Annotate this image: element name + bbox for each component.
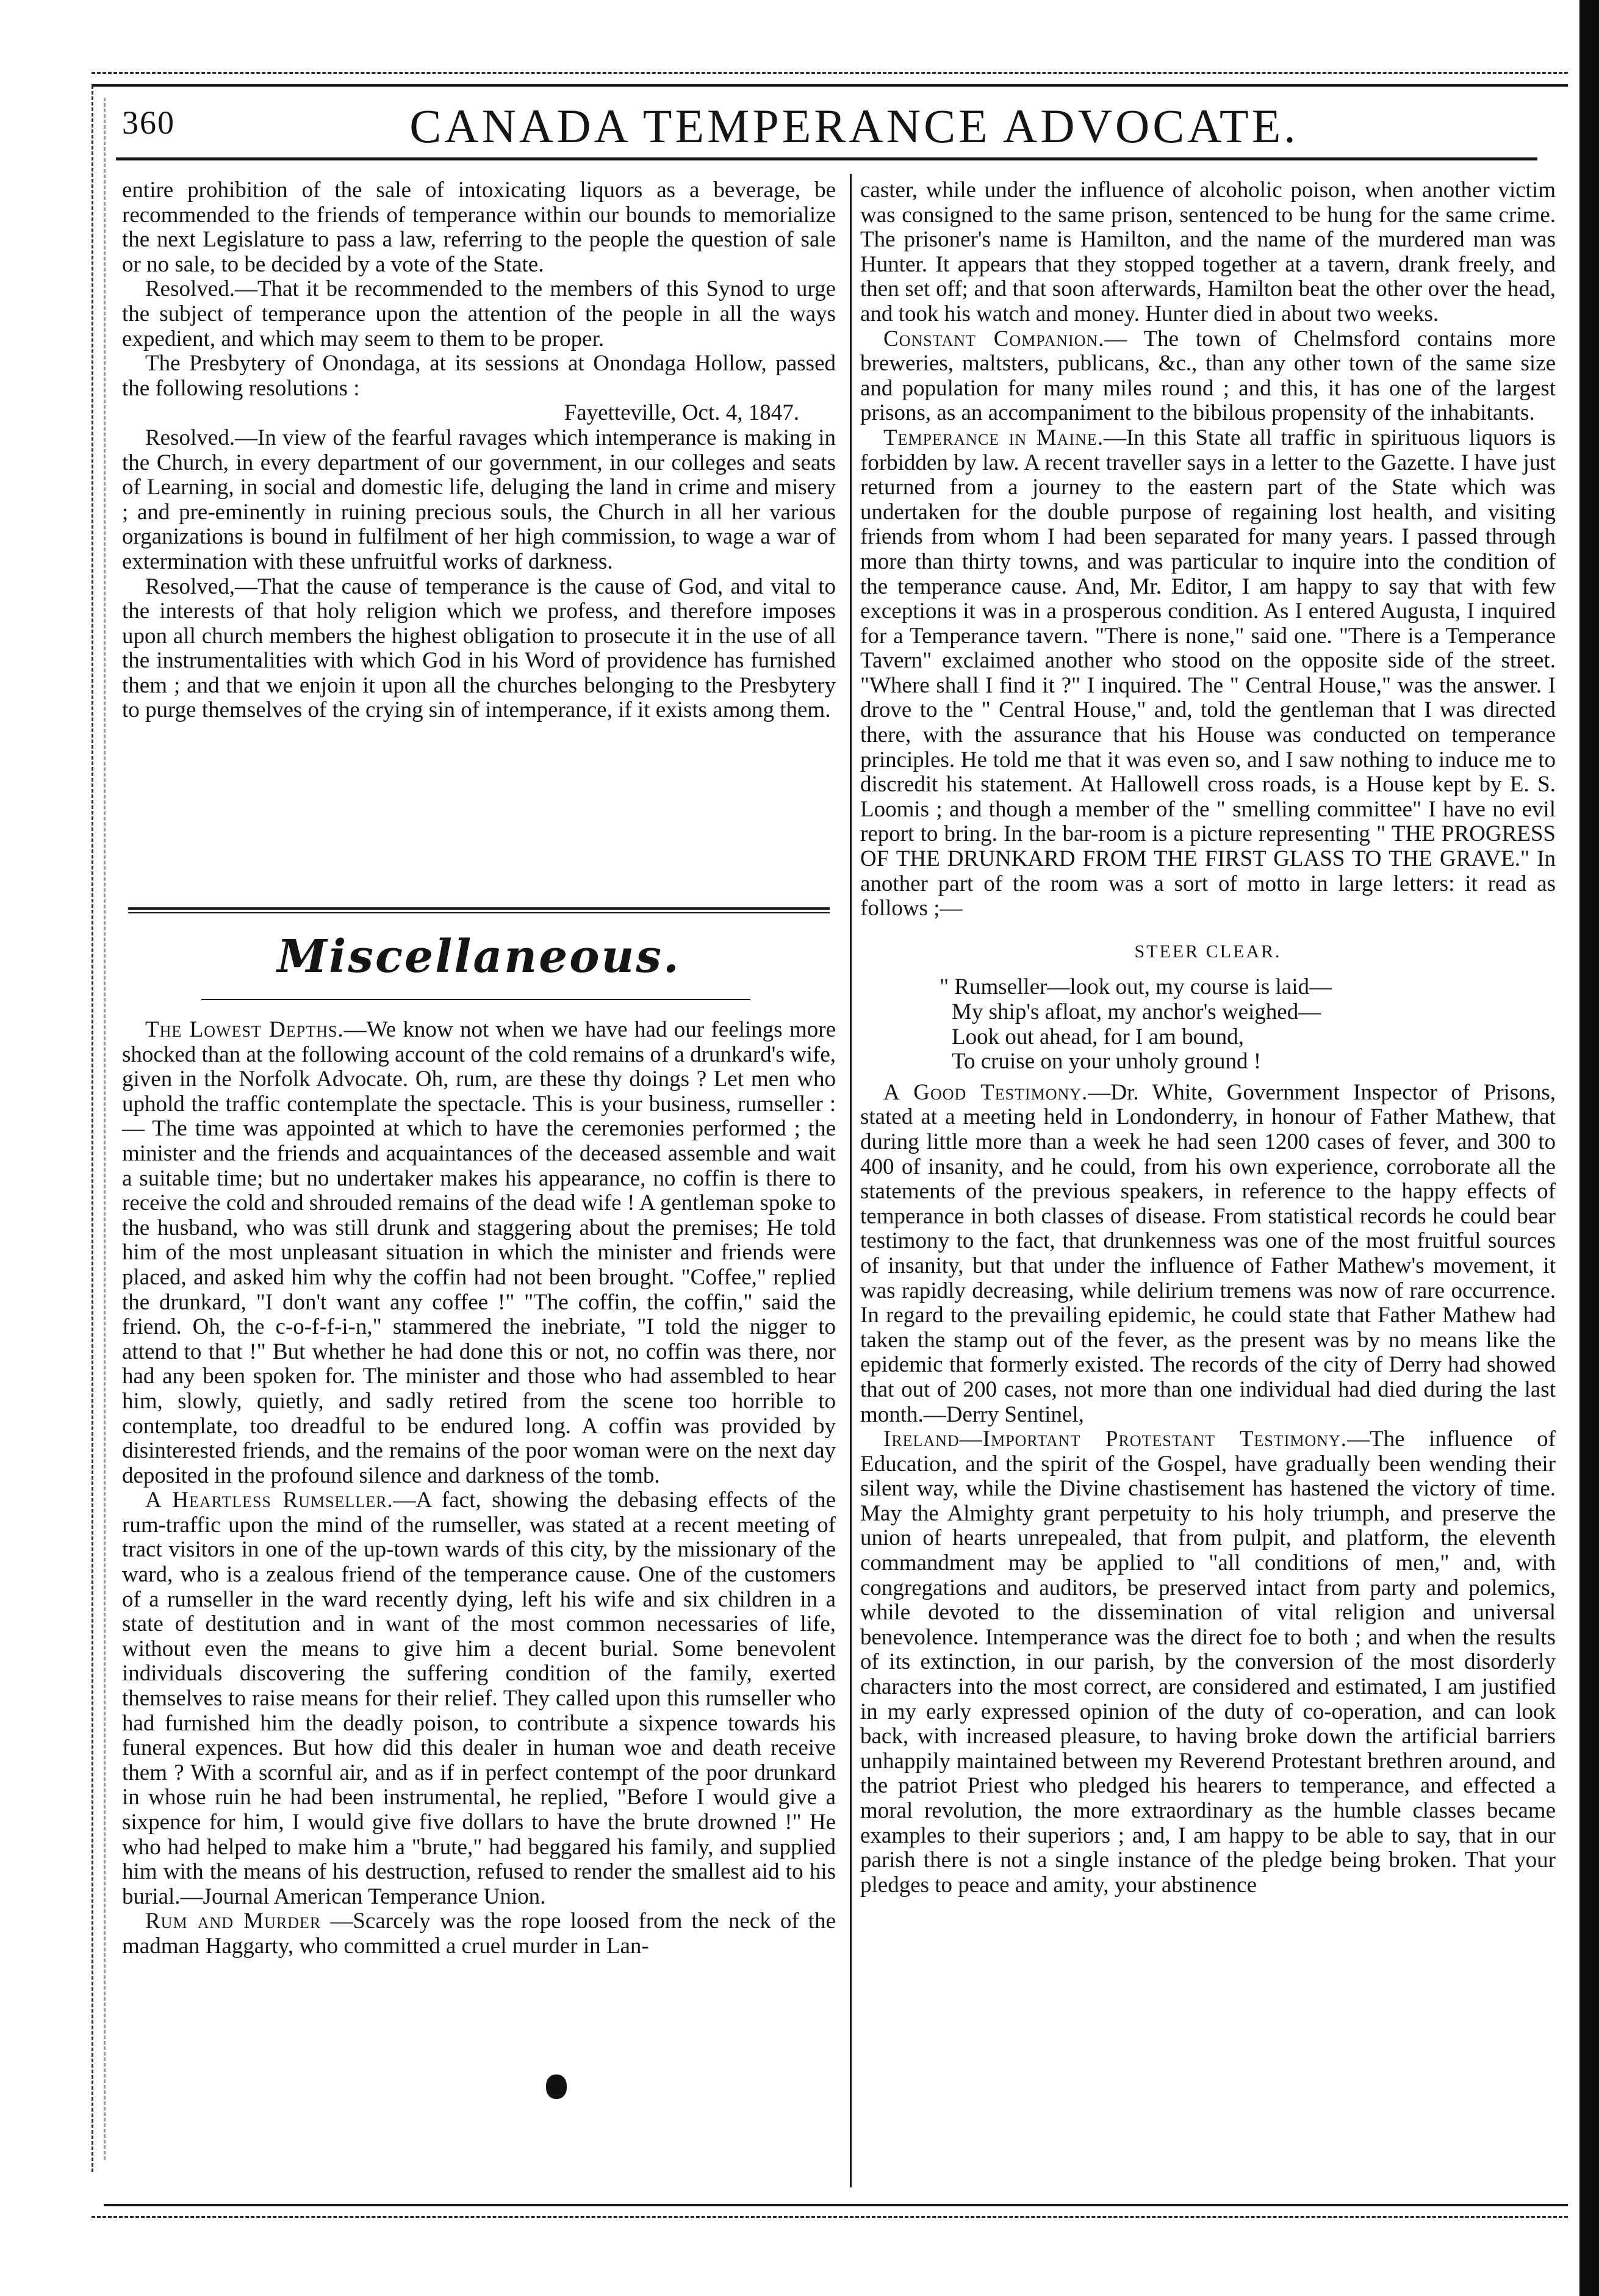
dateline: Fayetteville, Oct. 4, 1847. (564, 400, 799, 426)
page-number: 360 (122, 104, 175, 141)
section-rule-top (128, 907, 830, 910)
paragraph: The Presbytery of Onondaga, at its sessions at Onondaga Hollow, passed the following resolutions : (122, 351, 836, 401)
top-dashed-rule (92, 72, 1568, 74)
scan-edge (1579, 0, 1599, 2296)
paragraph: Resolved.—In view of the fearful ravages which intemperance is making in the Church, in every department of our government, in our colleges and seats of Learning, in social and domestic life, deluging the land in crime and misery ; and pre-eminently in ruining precious souls, the Church in all her various organizations is bound in fulfilment of her high commission, to wage a war of extermination with these unfruitful works of darkness. (122, 425, 836, 574)
left-margin-line-inner (104, 98, 106, 2160)
article-title: A Heartless Rumseller. (145, 1488, 393, 1513)
article-title: Temperance in Maine. (883, 425, 1104, 450)
section-rule-bottom (201, 999, 750, 1000)
left-column-articles (122, 1018, 836, 1959)
article-body: —Dr. White, Government Inspector of Prisons, stated at a meeting held in Londonderry, in honour of Father Mathew, that during little more than a week he had seen 1200 cases of fever, and 300 to 400 of insanity, and he could, from his own experience, corroborate all the statements of the previous speakers, in reference to the happy effects of temperance in both classes of disease. From statistical records he could bear testimony to the fact, that drunkenness was one of the most fruitful sources of insanity, but that under the influence of Father Mathew's movement, it was rapidly decreasing, while delirium tremens was now of rare occurrence. In regard to the prevailing epidemic, he could state that Father Mathew had taken the stamp out of the fever, as the present was by no means like the epidemic that formerly existed. The records of the city of Derry had showed that out of 200 cases, not more than one individual had died during the last month.—Derry Sentinel, (860, 1079, 1556, 1427)
article-body: — The town of Chelmsford contains more breweries, maltsters, publicans, &c., than any other town of the same size and population for many miles round ; and this, it has one of the largest prisons, as an accompaniment to the bibilous propensity of the inhabitants. (860, 326, 1556, 426)
article (860, 1427, 1556, 1898)
article-title: Constant Companion. (883, 326, 1105, 351)
article (860, 327, 1556, 426)
poem-line: " Rumseller—look out, my course is laid— (940, 974, 1332, 1000)
article-body: —A fact, showing the debasing effects of the rum-traffic upon the mind of the rumseller, was stated at a recent meeting of tract visitors in one of the up-town wards of this city, by the missionary of the ward, who is a zealous friend of the temperance cause. One of the customers of a rumseller in the ward recently dying, left his wife and six children in a state of destitution and in want of the most common necessaries of life, without even the means to give him a decent burial. Some benevolent individuals discovering the suffering condition of the family, exerted themselves to raise means for their relief. They called upon this rumseller who had furnished him the deadly poison, to contribute a sixpence towards his funeral expences. But how did this dealer in human woe and death receive them ? With a scornful air, and as if in perfect contempt of the poor drunkard in whose ruin he had been instrumental, he replied, "Before I would give a sixpence for him, I would give five dollars to have the brute drowned !" He who had helped to make him a "brute," had beggared his family, and supplied him with the means of his destruction, refused to render the smallest aid to his burial.—Journal American Temperance Union. (122, 1488, 836, 1909)
article (860, 1081, 1556, 1427)
article-body: —The influence of Education, and the spirit of the Gospel, have gradually been wending their silent way, while the Divine chastisement has hastened the victory of time. May the Almighty grant perpetuity to his holy triumph, and preserve the union of hearts unrepealed, that from pulpit, and platform, the eleventh commandment may be applied to "all conditions of men," and, with congregations and auditors, be preserved intact from party and polemics, while devoted to the dissemination of vital religion and universal benevolence. Intemperance was the direct foe to both ; and when the results of its extinction, in our parish, by the conversion of the most disorderly characters into the most correct, are considered and estimated, I am justified in my early expressed opinion of the duty of co-operation, and can look back, with increased pleasure, to having broke down the artificial barriers unhappily maintained between my Reverend Protestant brethren around, and the patriot Priest who pledged his hearers to temperance, and effected a moral revolution, the more extraordinary as the humble classes became examples to their superiors ; and, I am happy to be able to say, that in our parish there is not a single instance of the pledge being broken. That your pledges to peace and amity, your abstinence (860, 1427, 1556, 1898)
masthead-underline (116, 157, 1537, 160)
article (860, 426, 1556, 921)
article (122, 1488, 836, 1909)
poem-line: My ship's afloat, my anchor's weighed— (952, 999, 1321, 1024)
article-body: —Scarcely was the rope loosed from the neck of the madman Haggarty, who committed a cruel murder in Lan- (122, 1909, 836, 1959)
poem-title: STEER CLEAR. (1134, 941, 1282, 962)
paragraph: Resolved,—That the cause of temperance is the cause of God, and vital to the interests of that holy religion which we profess, and therefore imposes upon all church members the highest obligation to prosecute it in the use of all the instrumentalities with which God in his Word of providence has furnished them ; and that we enjoin it upon all the churches belonging to the Presbytery to purge themselves of the crying sin of intemperance, if it exists among them. (122, 574, 836, 723)
section-heading: Miscellaneous. (277, 930, 681, 983)
article-title: Rum and Murder (145, 1909, 322, 1934)
poem-line: To cruise on your unholy ground ! (952, 1049, 1262, 1074)
paragraph: entire prohibition of the sale of intoxicating liquors as a beverage, be recommended to the friends of temperance within our bounds to memorialize the next Legislature to pass a law, referring to the people the question of sale or no sale, to be decided by a vote of the State. (122, 178, 836, 277)
left-margin-line (92, 85, 93, 2172)
poem-line: Look out ahead, for I am bound, (952, 1024, 1244, 1049)
article-body: —We know not when we have had our feelings more shocked than at the following account of the cold remains of a drunkard's wife, given in the Norfolk Advocate. Oh, rum, are these thy doings ? Let men who uphold the traffic contemplate the spectacle. This is your business, rumseller :— The time was appointed at which to have the ceremonies performed ; the minister and the friends and acquaintances of the deceased assemble and wait a suitable time; but no undertaker makes his appearance, no coffin is there to receive the cold and shrouded remains of the dead wife ! A gentleman spoke to the husband, who was still drunk and staggering about the premises; He told him of the most unpleasant situation in which the minister and friends were placed, and asked him why the coffin had not been brought. "Coffee," replied the drunkard, "I don't want any coffee !" "The coffin, the coffin," said the friend. Oh, the c-o-f-f-i-n," stammered the inebriate, "I told the nigger to attend to that !" But whether he had done this or not, no coffin was there, nor had any been spoken for. The minister and those who had assembled to hear him, slowly, quietly, and sadly retired from the scene too horrible to contemplate, too dreadful to be endured long. A coffin was provided by disinterested friends, and the remains of the poor woman were on the next day deposited in the profound silence and darkness of the tomb. (122, 1017, 836, 1488)
top-rule (92, 84, 1568, 87)
bottom-dashed-rule (92, 2216, 1568, 2218)
masthead-title: CANADA TEMPERANCE ADVOCATE. (409, 99, 1299, 153)
article-body: —In this State all traffic in spirituous liquors is forbidden by law. A recent traveller says in a letter to the Gazette. I have just returned from a journey to the eastern part of the State which was undertaken for the double purpose of regaining lost health, and visiting friends from whom I had been separated for many years. I passed through more than thirty towns, and was particular to inquire into the condition of the temperance cause. And, Mr. Editor, I am happy to say that with few exceptions it was in a prosperous condition. As I entered Augusta, I inquired for a Temperance tavern. "There is none," said one. "There is a Temperance Tavern" exclaimed another who stood on the opposite side of the street. "Where shall I find it ?" I inquired. The " Central House," was the answer. I drove to the " Central House," and, told the gentleman that I was directed there, with the assurance that his House was conducted on temperance principles. He told me that it was even so, and I saw nothing to induce me to discredit his statement. At Hallowell cross roads, is a House kept by E. S. Loomis ; and though a member of the " smelling committee" I have no evil report to bring. In the bar-room is a picture representing " THE PROGRESS OF THE DRUNKARD FROM THE FIRST GLASS TO THE GRAVE." In another part of the room was a sort of motto in large letters: it read as follows ;— (860, 425, 1556, 921)
article (122, 1909, 836, 1959)
article-title: A Good Testimony. (883, 1079, 1088, 1105)
article-title: Ireland—Important Protestant Testimony. (883, 1427, 1348, 1452)
paragraph: caster, while under the influence of alcoholic poison, when another victim was consigned to the same prison, sentenced to be hung for the same crime. The prisoner's name is Hamilton, and the name of the murdered man was Hunter. It appears that they stopped together at a tavern, drank freely, and then set off; and that soon afterwards, Hamilton beat the other over the head, and took his watch and money. Hunter died in about two weeks. (860, 178, 1556, 326)
poem (940, 975, 1556, 1074)
section-rule-top-2 (128, 912, 830, 913)
left-column-top (122, 178, 836, 723)
right-column (860, 178, 1556, 1898)
column-divider (850, 174, 852, 2187)
article (122, 1018, 836, 1488)
ink-blot (546, 2075, 567, 2099)
paragraph: Resolved.—That it be recommended to the members of this Synod to urge the subject of temperance upon the attention of the people in all the ways expedient, and which may seem to them to be proper. (122, 276, 836, 351)
bottom-rule (104, 2204, 1568, 2206)
article-title: The Lowest Depths. (145, 1017, 344, 1042)
